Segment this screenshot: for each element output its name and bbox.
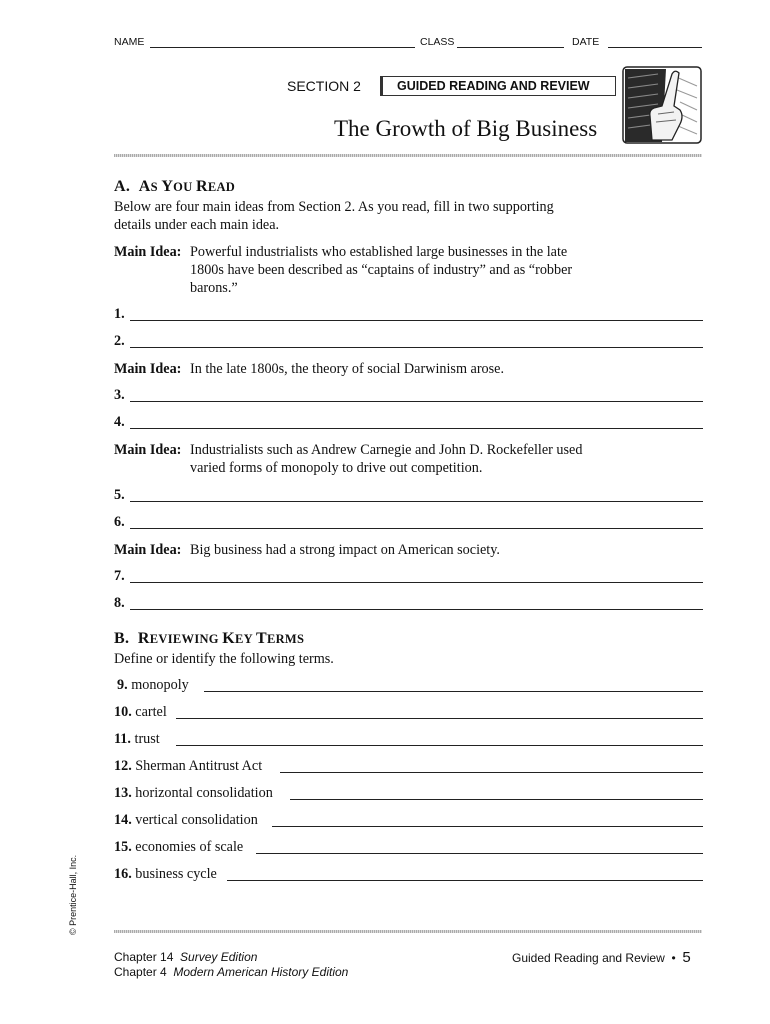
main-idea-label: Main Idea: — [114, 244, 182, 260]
footer-divider — [114, 930, 702, 933]
answer-line-1[interactable]: 1. — [114, 306, 703, 324]
page-title: The Growth of Big Business — [334, 116, 598, 141]
date-field[interactable] — [608, 47, 702, 48]
term-row[interactable]: 10. cartel — [114, 704, 703, 722]
section-label: SECTION 2 — [287, 78, 361, 94]
answer-line-6[interactable]: 6. — [114, 514, 703, 532]
section-a-intro: Below are four main ideas from Section 2. As you read, fill in two supporting details under each main idea. — [114, 199, 554, 233]
term-row[interactable]: 15. economies of scale — [114, 839, 703, 857]
answer-line-8[interactable]: 8. — [114, 595, 703, 613]
footer-chapter-survey: Chapter 14 Survey Edition — [114, 950, 258, 964]
main-idea-3: Main Idea: Industrialists such as Andrew Carnegie and John D. Rockefeller used varied forms of monopoly to drive out competition. — [114, 442, 583, 476]
footer-page-label: Guided Reading and Review • 5 — [512, 949, 691, 966]
term-row[interactable]: 13. horizontal consolidation — [114, 785, 703, 803]
section-b-intro: Define or identify the following terms. — [114, 651, 334, 667]
date-label: DATE — [572, 36, 600, 48]
term-row[interactable]: 14. vertical consolidation — [114, 812, 703, 830]
guided-reading-banner: GUIDED READING AND REVIEW — [380, 76, 616, 96]
main-idea-1: Main Idea: Powerful industrialists who established large businesses in the late 1800s have been described as “captains of industry” and as “robber barons.” — [114, 244, 573, 296]
main-idea-4: Main Idea: Big business had a strong impact on American society. — [114, 542, 500, 558]
answer-line-7[interactable]: 7. — [114, 568, 703, 586]
term-row[interactable]: 16. business cycle — [114, 866, 703, 884]
term-row[interactable]: 11. trust — [114, 731, 703, 749]
page-number: 5 — [682, 949, 691, 966]
answer-line-4[interactable]: 4. — [114, 414, 703, 432]
answer-line-2[interactable]: 2. — [114, 333, 703, 351]
class-field[interactable] — [457, 47, 564, 48]
answer-line-5[interactable]: 5. — [114, 487, 703, 505]
header-divider — [114, 154, 702, 157]
answer-line-3[interactable]: 3. — [114, 387, 703, 405]
copyright-notice: © Prentice-Hall, Inc. — [68, 854, 78, 935]
main-idea-2: Main Idea: In the late 1800s, the theory of social Darwinism arose. — [114, 361, 505, 377]
term-row[interactable]: 12. Sherman Antitrust Act — [114, 758, 703, 776]
section-b-heading: B. REVIEWING KEY TERMS — [114, 630, 305, 647]
name-field[interactable] — [150, 47, 415, 48]
footer-chapter-modern: Chapter 4 Modern American History Edition — [114, 965, 349, 979]
section-a-heading: A. AS YOU READ — [114, 178, 236, 195]
name-label: NAME — [114, 36, 145, 48]
class-label: CLASS — [420, 36, 455, 48]
reading-hand-icon — [622, 66, 702, 144]
term-row[interactable]: 9. monopoly — [114, 677, 703, 695]
